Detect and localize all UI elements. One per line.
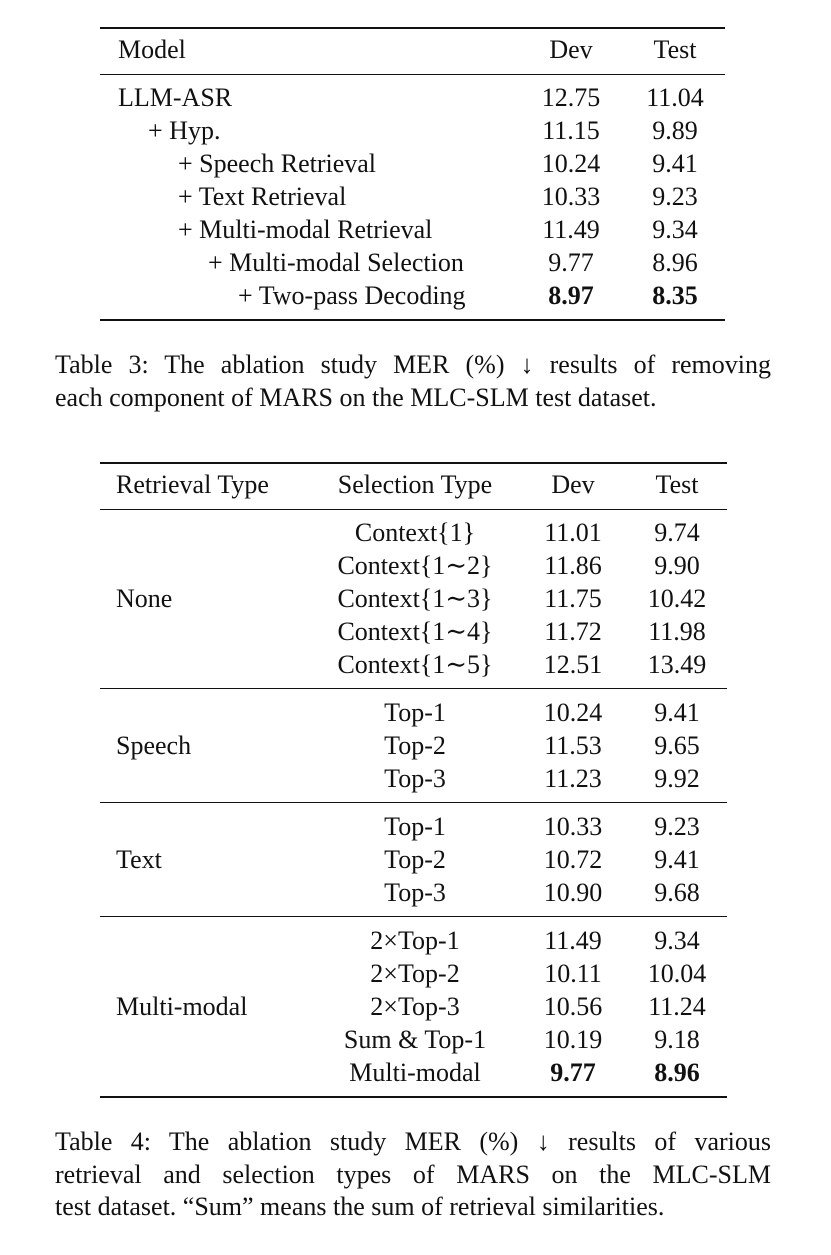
test-value: 9.34 — [652, 215, 698, 244]
test-value: 11.98 — [648, 617, 706, 646]
dev-value: 11.49 — [544, 926, 602, 955]
selection-type: Context{1∼2} — [337, 551, 493, 580]
header-selection-type: Selection Type — [337, 470, 493, 499]
dev-value: 11.49 — [542, 215, 600, 244]
test-value: 9.41 — [654, 845, 700, 874]
selection-type: Top-3 — [384, 878, 446, 907]
test-value: 9.90 — [654, 551, 700, 580]
selection-type: Context{1} — [354, 518, 476, 547]
dev-value: 11.23 — [544, 764, 602, 793]
selection-type: Top-2 — [384, 731, 446, 760]
header-test: Test — [655, 470, 699, 499]
header-dev: Dev — [549, 35, 593, 64]
test-value: 8.96 — [652, 248, 698, 277]
table4-caption — [55, 1126, 771, 1224]
table-rule — [100, 462, 727, 464]
dev-value: 11.53 — [544, 731, 602, 760]
model-name: + Multi-modal Retrieval — [178, 215, 433, 244]
selection-type: 2×Top-3 — [370, 992, 460, 1021]
retrieval-type: Speech — [116, 731, 192, 760]
test-value: 9.34 — [654, 926, 700, 955]
retrieval-type: Text — [116, 845, 162, 874]
model-name: + Hyp. — [148, 116, 221, 145]
dev-value: 8.97 — [548, 281, 594, 310]
table-rule — [100, 509, 727, 510]
model-name: + Speech Retrieval — [178, 149, 377, 178]
header-dev: Dev — [551, 470, 595, 499]
selection-type: 2×Top-2 — [370, 959, 460, 988]
dev-value: 12.75 — [541, 83, 601, 112]
model-name: + Two-pass Decoding — [238, 281, 466, 310]
test-value: 13.49 — [647, 650, 707, 679]
test-value: 9.65 — [654, 731, 700, 760]
selection-type: Top-3 — [384, 764, 446, 793]
table-rule — [100, 802, 727, 803]
selection-type: Top-1 — [384, 812, 446, 841]
header-retrieval-type: Retrieval Type — [116, 470, 269, 499]
caption-line: Table 4: The ablation study MER (%) ↓ results of various — [55, 1127, 771, 1156]
test-value: 9.18 — [654, 1025, 700, 1054]
selection-type: Multi-modal — [349, 1058, 481, 1087]
test-value: 9.68 — [654, 878, 700, 907]
dev-value: 9.77 — [548, 248, 594, 277]
dev-value: 10.33 — [543, 812, 603, 841]
selection-type: Context{1∼3} — [337, 584, 493, 613]
test-value: 11.24 — [648, 992, 706, 1021]
table-rule — [100, 27, 725, 29]
table-rule — [100, 319, 725, 321]
test-value: 8.96 — [654, 1058, 700, 1087]
test-value: 10.42 — [647, 584, 707, 613]
dev-value: 11.86 — [544, 551, 602, 580]
test-value: 8.35 — [652, 281, 698, 310]
test-value: 9.23 — [652, 182, 698, 211]
dev-value: 9.77 — [550, 1058, 596, 1087]
table-rule — [100, 916, 727, 917]
caption-line: each component of MARS on the MLC-SLM test dataset. — [55, 382, 657, 412]
table-rule — [100, 688, 727, 689]
header-test: Test — [653, 35, 697, 64]
test-value: 9.74 — [654, 518, 700, 547]
dev-value: 10.11 — [544, 959, 602, 988]
selection-type: Top-2 — [384, 845, 446, 874]
caption-line: Table 3: The ablation study MER (%) ↓ results of removing — [55, 350, 771, 379]
selection-type: Context{1∼5} — [337, 650, 493, 679]
model-name: LLM-ASR — [118, 83, 233, 112]
selection-type: 2×Top-1 — [370, 926, 460, 955]
dev-value: 10.24 — [541, 149, 601, 178]
table-rule — [100, 1096, 727, 1098]
selection-type: Context{1∼4} — [337, 617, 493, 646]
header-model: Model — [118, 35, 186, 64]
selection-type: Top-1 — [384, 698, 446, 727]
dev-value: 11.15 — [542, 116, 600, 145]
table-rule — [100, 74, 725, 75]
dev-value: 11.72 — [544, 617, 602, 646]
dev-value: 10.33 — [541, 182, 601, 211]
selection-type: Sum & Top-1 — [343, 1025, 487, 1054]
dev-value: 10.90 — [543, 878, 603, 907]
model-name: + Multi-modal Selection — [208, 248, 464, 277]
caption-line: retrieval and selection types of MARS on the MLC-SLM — [55, 1159, 771, 1189]
dev-value: 10.72 — [543, 845, 603, 874]
dev-value: 10.56 — [543, 992, 603, 1021]
dev-value: 10.19 — [543, 1025, 603, 1054]
test-value: 9.89 — [652, 116, 698, 145]
dev-value: 12.51 — [543, 650, 603, 679]
test-value: 9.23 — [654, 812, 700, 841]
table3-caption — [55, 349, 771, 414]
test-value: 9.41 — [652, 149, 698, 178]
test-value: 9.92 — [654, 764, 700, 793]
caption-line: test dataset. “Sum” means the sum of retrieval similarities. — [55, 1192, 665, 1221]
dev-value: 11.01 — [544, 518, 602, 547]
dev-value: 10.24 — [543, 698, 603, 727]
test-value: 10.04 — [647, 959, 707, 988]
dev-value: 11.75 — [544, 584, 602, 613]
model-name: + Text Retrieval — [178, 182, 347, 211]
retrieval-type: None — [116, 584, 173, 613]
test-value: 9.41 — [654, 698, 700, 727]
retrieval-type: Multi-modal — [116, 992, 248, 1021]
test-value: 11.04 — [646, 83, 704, 112]
